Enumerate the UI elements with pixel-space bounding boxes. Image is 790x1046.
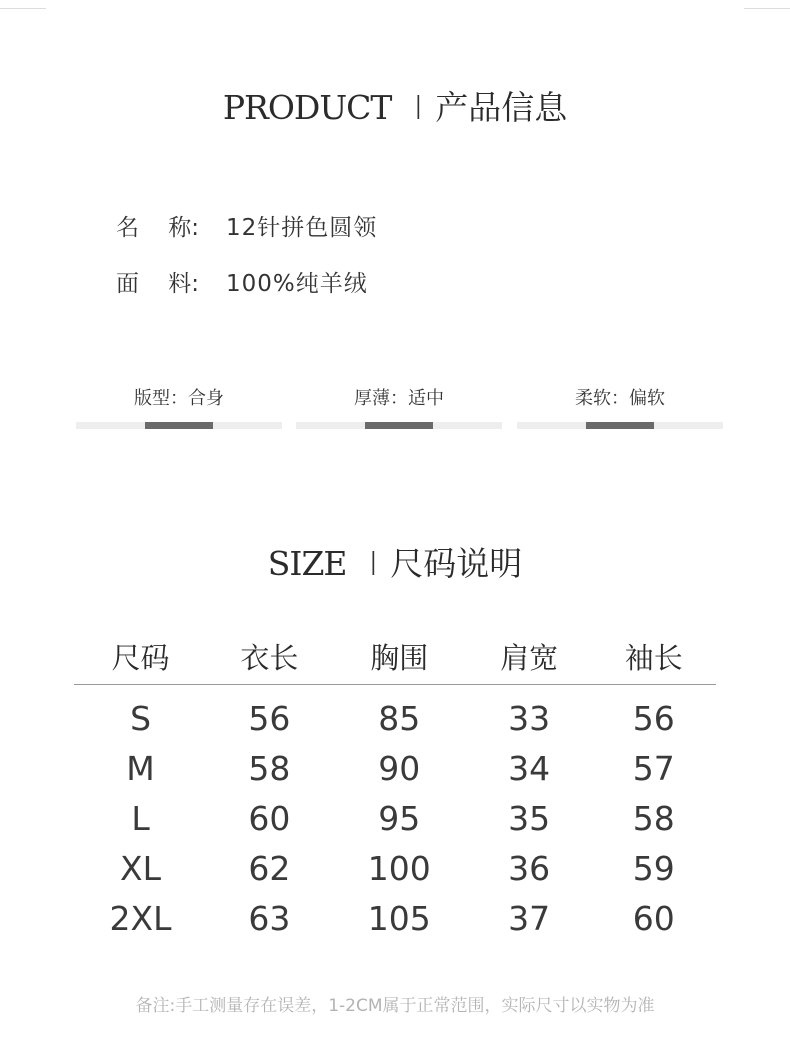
table-row <box>74 793 716 843</box>
table-cell: 90 <box>378 748 421 788</box>
table-row <box>74 743 716 793</box>
top-left-divider <box>0 8 46 9</box>
table-cell: 60 <box>248 798 291 838</box>
table-cell: 56 <box>248 698 291 738</box>
table-cell: 57 <box>632 748 675 788</box>
product-title-en: PRODUCT <box>222 88 392 127</box>
table-cell: 100 <box>367 848 431 888</box>
title-separator: I <box>368 544 379 583</box>
attribute-value: 偏软 <box>629 388 665 409</box>
title-separator: I <box>413 88 424 127</box>
info-value: 100%纯羊绒 <box>226 271 368 297</box>
attribute-level-marker <box>365 422 433 429</box>
size-table-header-row <box>74 628 716 685</box>
attribute-label: 版型： <box>134 388 188 409</box>
column-header-shoulder: 肩宽 <box>467 628 592 685</box>
table-cell: M <box>126 748 155 788</box>
table-cell: 36 <box>508 848 551 888</box>
table-cell: 95 <box>378 798 421 838</box>
table-cell: 58 <box>632 798 675 838</box>
attribute-value: 适中 <box>408 388 444 409</box>
marker-notch <box>175 419 183 422</box>
info-label: 名 称: <box>116 215 199 241</box>
footnote: 备注:手工测量存在误差，1-2CM属于正常范围，实际尺寸以实物为准 <box>135 996 655 1016</box>
product-section-title <box>0 82 790 129</box>
table-cell: 85 <box>378 698 421 738</box>
table-cell: 63 <box>248 898 291 938</box>
table-cell: 58 <box>248 748 291 788</box>
column-header-sleeve: 袖长 <box>591 628 716 685</box>
info-row-name <box>116 209 377 242</box>
column-header-length: 衣长 <box>207 628 332 685</box>
table-cell: XL <box>120 848 162 888</box>
info-label: 面 料: <box>116 271 199 297</box>
attribute-track <box>517 422 723 429</box>
attribute-fit <box>76 380 282 440</box>
attribute-track <box>296 422 502 429</box>
attribute-thickness <box>296 380 502 440</box>
table-cell: 37 <box>508 898 551 938</box>
table-cell: 105 <box>367 898 431 938</box>
column-header-size: 尺码 <box>74 628 207 685</box>
info-value: 12针拼色圆领 <box>226 215 378 241</box>
table-cell: 62 <box>248 848 291 888</box>
table-cell: 35 <box>508 798 551 838</box>
attribute-label: 厚薄： <box>354 388 408 409</box>
table-row <box>74 843 716 893</box>
table-row <box>74 893 716 943</box>
attribute-level-marker <box>586 422 654 429</box>
attribute-softness <box>517 380 723 440</box>
table-cell: 60 <box>632 898 675 938</box>
size-section-title <box>0 538 790 585</box>
product-title-zh: 产品信息 <box>435 88 568 127</box>
table-cell: 59 <box>632 848 675 888</box>
info-row-fabric <box>116 265 368 298</box>
table-cell: S <box>130 698 152 738</box>
marker-notch <box>395 419 403 422</box>
marker-notch <box>616 419 624 422</box>
size-title-en: SIZE <box>267 544 347 583</box>
table-cell: L <box>131 798 150 838</box>
table-cell: 56 <box>632 698 675 738</box>
column-header-chest: 胸围 <box>332 628 467 685</box>
attribute-value: 合身 <box>188 388 224 409</box>
attribute-label: 柔软： <box>575 388 629 409</box>
attribute-level-marker <box>145 422 213 429</box>
size-title-zh: 尺码说明 <box>390 544 523 583</box>
table-row <box>74 685 716 744</box>
top-right-divider <box>744 8 790 9</box>
table-cell: 34 <box>508 748 551 788</box>
size-table <box>74 628 716 943</box>
attribute-track <box>76 422 282 429</box>
table-cell: 33 <box>508 698 551 738</box>
table-cell: 2XL <box>109 898 172 938</box>
